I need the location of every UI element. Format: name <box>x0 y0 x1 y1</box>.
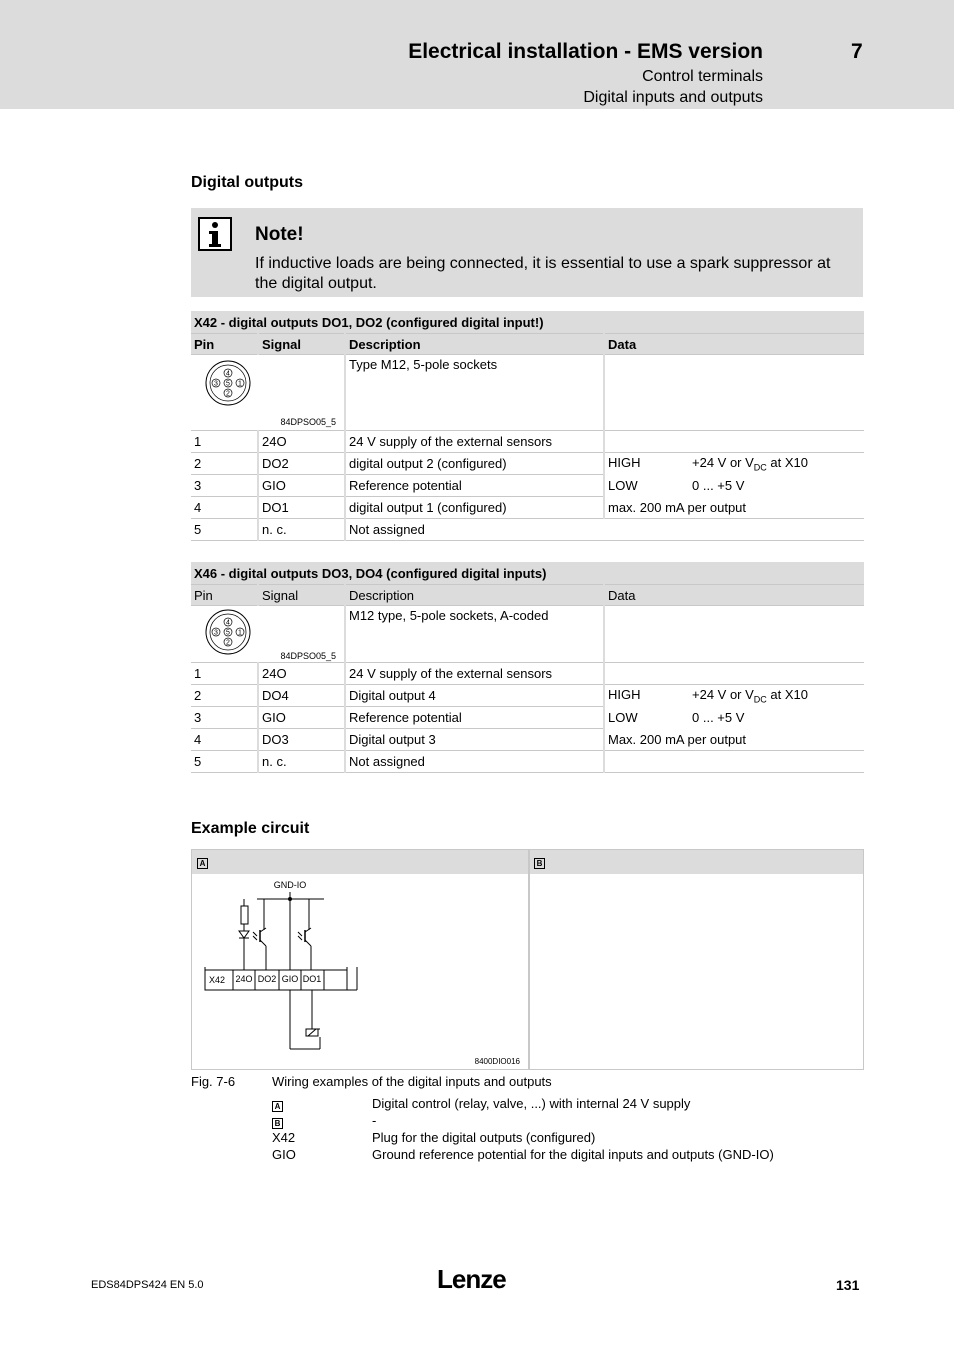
pin-cell: 2 <box>191 685 258 707</box>
data-low-label: LOW <box>608 710 638 725</box>
description-cell: digital output 1 (configured) <box>345 497 604 519</box>
data-low-value: 0 ... +5 V <box>692 478 745 493</box>
panel-a-header <box>192 850 528 874</box>
pin-label: 3 <box>214 380 218 388</box>
data-low-value: 0 ... +5 V <box>692 710 745 725</box>
description-cell: Reference potential <box>345 475 604 497</box>
table-caption: X42 - digital outputs DO1, DO2 (configured digital input!) <box>191 311 864 334</box>
document-id: EDS84DPS424 EN 5.0 <box>91 1279 204 1291</box>
data-high-value: +24 V or $V_{DC}$ at X10 <box>692 686 808 705</box>
legend-key-gio: GIO <box>272 1147 296 1162</box>
note-box <box>191 208 863 297</box>
panel-b-label: B <box>534 858 545 869</box>
panel-b-header <box>530 850 863 874</box>
pin-cell: 3 <box>191 707 258 729</box>
note-title: Note! <box>255 224 304 245</box>
column-header: Data <box>604 585 864 606</box>
pin-cell: 5 <box>191 751 258 773</box>
connector-description: M12 type, 5-pole sockets, A-coded <box>345 606 604 663</box>
figure-code: 8400DIO016 <box>474 1057 520 1066</box>
gnd-io-label: GND-IO <box>273 880 307 890</box>
section-heading-example-circuit: Example circuit <box>191 820 310 837</box>
legend-text-b: - <box>372 1113 377 1128</box>
panel-divider <box>528 850 530 1069</box>
description-cell: 24 V supply of the external sensors <box>345 663 604 685</box>
chapter-title: Electrical installation - EMS version <box>408 40 763 63</box>
pin-cell: 2 <box>191 453 258 475</box>
signal-cell: DO3 <box>258 729 345 751</box>
data-max-current: max. 200 mA per output <box>604 497 864 519</box>
signal-cell: n. c. <box>258 751 345 773</box>
pin-cell: 4 <box>191 497 258 519</box>
note-text: If inductive loads are being connected, it is essential to use a spark suppressor at the digital output. <box>255 255 831 292</box>
description-cell: Digital output 4 <box>345 685 604 707</box>
panel-a-label: A <box>197 858 208 869</box>
terminal-label: DO2 <box>257 974 277 984</box>
connector-m12-image <box>204 359 252 407</box>
column-header: Data <box>604 334 864 355</box>
pin-label: 2 <box>226 390 230 398</box>
legend-key-a: A <box>272 1097 283 1112</box>
pin-label: 5 <box>226 629 230 637</box>
pin-label: 2 <box>226 639 230 647</box>
example-circuit-figure <box>191 849 864 1070</box>
data-low-label: LOW <box>608 478 638 493</box>
data-high-label: HIGH <box>608 686 641 702</box>
subsection-title-2: Digital inputs and outputs <box>583 89 763 106</box>
signal-cell: DO2 <box>258 453 345 475</box>
description-cell: 24 V supply of the external sensors <box>345 431 604 453</box>
pin-label: 1 <box>238 380 242 388</box>
column-header: Description <box>345 334 604 355</box>
lenze-logo <box>437 1264 517 1294</box>
signal-cell: n. c. <box>258 519 345 541</box>
data-high-label: HIGH <box>608 454 641 470</box>
signal-cell: GIO <box>258 707 345 729</box>
data-max-current: Max. 200 mA per output <box>604 729 864 751</box>
signal-cell: GIO <box>258 475 345 497</box>
pin-cell: 1 <box>191 663 258 685</box>
section-heading-digital-outputs: Digital outputs <box>191 174 303 191</box>
plug-label: X42 <box>209 975 226 985</box>
page-number: 131 <box>836 1277 860 1293</box>
column-header: Pin <box>191 585 258 606</box>
info-icon <box>198 217 232 251</box>
table-x46 <box>191 562 864 773</box>
figure-caption: Wiring examples of the digital inputs and outputs <box>272 1074 552 1089</box>
table-caption: X46 - digital outputs DO3, DO4 (configured digital inputs) <box>191 562 864 585</box>
subsection-title-1: Control terminals <box>642 68 763 85</box>
signal-cell: DO1 <box>258 497 345 519</box>
signal-cell: 24O <box>258 431 345 453</box>
signal-cell: DO4 <box>258 685 345 707</box>
terminal-label: 24O <box>235 974 253 984</box>
pin-label: 5 <box>226 380 230 388</box>
data-high-value: +24 V or $V_{DC}$ at X10 <box>692 454 808 473</box>
description-cell: Reference potential <box>345 707 604 729</box>
pin-label: 3 <box>214 629 218 637</box>
column-header: Signal <box>258 334 345 355</box>
pin-cell: 1 <box>191 431 258 453</box>
column-header: Description <box>345 585 604 606</box>
figure-number: Fig. 7-6 <box>191 1074 236 1089</box>
legend-key-x42: X42 <box>272 1130 296 1145</box>
description-cell: Not assigned <box>345 751 604 773</box>
pin-cell: 4 <box>191 729 258 751</box>
pin-label: 1 <box>238 629 242 637</box>
pin-cell: 5 <box>191 519 258 541</box>
description-cell: Not assigned <box>345 519 864 541</box>
image-caption: 84DPSO05_5 <box>280 417 336 427</box>
terminal-label: GIO <box>281 974 299 984</box>
legend-text-a: Digital control (relay, valve, ...) with internal 24 V supply <box>372 1096 691 1111</box>
image-caption: 84DPSO05_5 <box>280 651 336 661</box>
chapter-number: 7 <box>851 40 863 63</box>
terminal-label: DO1 <box>302 974 322 984</box>
connector-m12-image <box>204 608 252 656</box>
legend-text-x42: Plug for the digital outputs (configured) <box>372 1130 596 1145</box>
pin-label: 4 <box>226 619 230 627</box>
page-header <box>0 0 954 109</box>
signal-cell: 24O <box>258 663 345 685</box>
table-x42 <box>191 311 864 541</box>
description-cell: Digital output 3 <box>345 729 604 751</box>
description-cell: digital output 2 (configured) <box>345 453 604 475</box>
legend-text-gio: Ground reference potential for the digital inputs and outputs (GND-IO) <box>372 1147 774 1162</box>
logo-text: Lenze <box>437 1264 506 1294</box>
column-header: Signal <box>258 585 345 606</box>
legend-key-b: B <box>272 1114 283 1129</box>
pin-cell: 3 <box>191 475 258 497</box>
wiring-diagram-a <box>192 874 528 1069</box>
pin-label: 4 <box>226 370 230 378</box>
column-header: Pin <box>191 334 258 355</box>
connector-description: Type M12, 5-pole sockets <box>345 355 604 431</box>
